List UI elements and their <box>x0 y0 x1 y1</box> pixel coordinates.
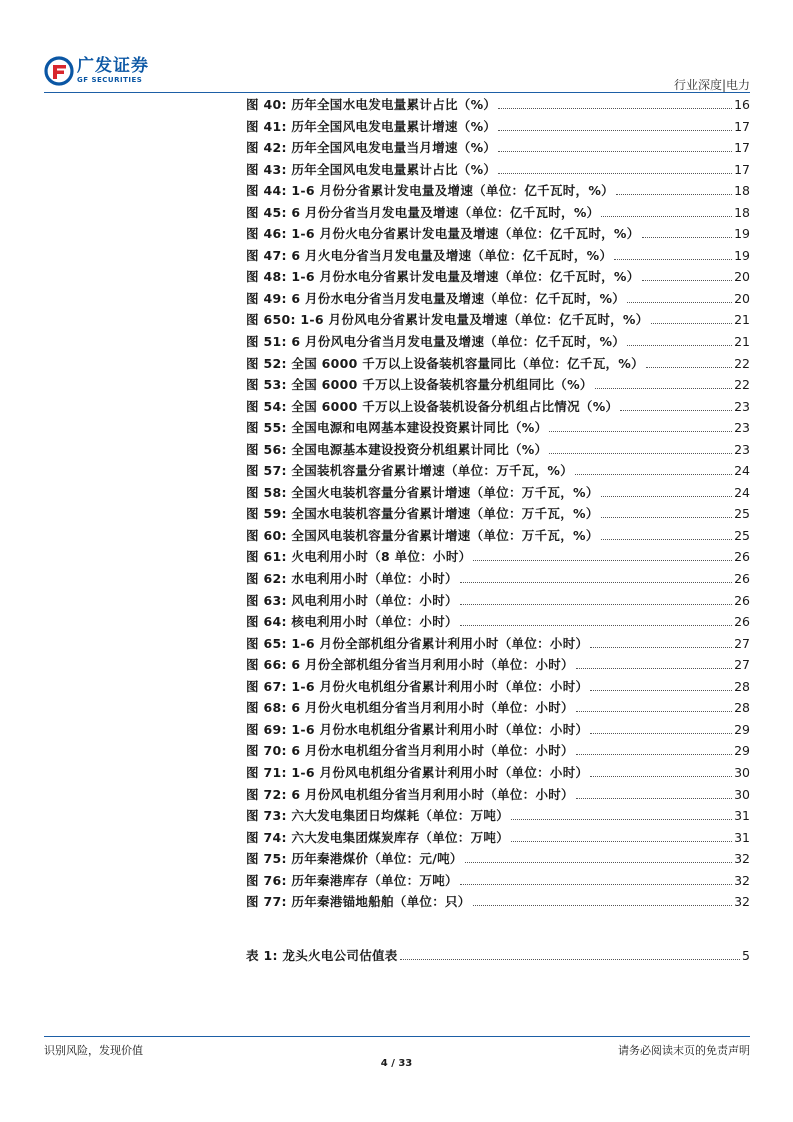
toc-entry-label: 图 74: 六大发电集团煤炭库存（单位：万吨） <box>246 829 509 845</box>
table-toc-list <box>246 945 750 967</box>
toc-entry-label: 图 70: 6 月份水电机组分省当月利用小时（单位：小时） <box>246 743 574 759</box>
page-number: 4 / 33 <box>380 1058 413 1069</box>
toc-entry-label: 图 54: 全国 6000 千万以上设备装机设备分机组占比情况（%） <box>246 398 619 414</box>
toc-entry-label: 图 59: 全国水电装机容量分省累计增速（单位：万千瓦，%） <box>246 506 599 522</box>
toc-entry-page: 5 <box>742 948 750 963</box>
toc-entry-page: 27 <box>734 657 750 673</box>
toc-entry-label: 图 48: 1-6 月份水电分省累计发电量及增速（单位：亿千瓦时，%） <box>246 269 640 285</box>
footer-disclaimer-note: 请务必阅读末页的免责声明 <box>618 1044 750 1057</box>
toc-entry-label: 图 62: 水电利用小时（单位：小时） <box>246 571 458 587</box>
toc-leader-dots <box>601 503 732 518</box>
logo-chinese-text: 广发证券 <box>77 56 149 76</box>
toc-entry[interactable] <box>246 546 750 568</box>
toc-entry-page: 17 <box>734 161 750 177</box>
gf-logo-icon <box>44 56 74 86</box>
toc-entry-label: 图 650: 1-6 月份风电分省累计发电量及增速（单位：亿千瓦时，%） <box>246 312 649 328</box>
toc-entry-page: 23 <box>734 420 750 436</box>
toc-entry-label: 图 77: 历年秦港锚地船舶（单位：只） <box>246 894 471 910</box>
toc-entry-label: 图 75: 历年秦港煤价（单位：元/吨） <box>246 851 463 867</box>
toc-entry-label: 图 61: 火电利用小时（8 单位：小时） <box>246 549 472 565</box>
toc-entry-label: 图 41: 历年全国风电发电量累计增速（%） <box>246 118 497 134</box>
toc-entry-label: 图 53: 全国 6000 千万以上设备装机容量分机组同比（%） <box>246 377 593 393</box>
toc-leader-dots <box>473 546 732 561</box>
toc-entry-label: 图 71: 1-6 月份风电机组分省累计利用小时（单位：小时） <box>246 764 589 780</box>
toc-entry[interactable] <box>246 439 750 461</box>
toc-entry-page: 26 <box>734 592 750 608</box>
toc-leader-dots <box>590 633 732 648</box>
toc-entry-label: 图 44: 1-6 月份分省累计发电量及增速（单位：亿千瓦时，%） <box>246 183 614 199</box>
toc-entry-page: 32 <box>734 851 750 867</box>
toc-entry-page: 17 <box>734 140 750 156</box>
toc-entry-page: 26 <box>734 549 750 565</box>
toc-entry[interactable] <box>246 202 750 224</box>
toc-leader-dots <box>465 848 732 863</box>
toc-entry-label: 图 57: 全国装机容量分省累计增速（单位：万千瓦，%） <box>246 463 574 479</box>
toc-entry-label: 图 60: 全国风电装机容量分省累计增速（单位：万千瓦，%） <box>246 527 599 543</box>
toc-entry-label: 图 65: 1-6 月份全部机组分省累计利用小时（单位：小时） <box>246 635 589 651</box>
toc-entry-page: 32 <box>734 872 750 888</box>
toc-entry[interactable] <box>246 848 750 870</box>
toc-entry-page: 28 <box>734 700 750 716</box>
toc-entry[interactable] <box>246 374 750 396</box>
toc-entry-page: 22 <box>734 377 750 393</box>
toc-entry-page: 26 <box>734 571 750 587</box>
toc-entry[interactable] <box>246 482 750 504</box>
toc-entry-label: 图 55: 全国电源和电网基本建设投资累计同比（%） <box>246 420 548 436</box>
toc-entry[interactable] <box>246 396 750 418</box>
toc-entry[interactable] <box>246 676 750 698</box>
toc-leader-dots <box>614 245 732 260</box>
toc-entry[interactable] <box>246 805 750 827</box>
toc-leader-dots <box>460 870 732 885</box>
toc-entry-page: 18 <box>734 204 750 220</box>
toc-entry-label: 图 42: 历年全国风电发电量当月增速（%） <box>246 140 497 156</box>
toc-entry[interactable] <box>246 116 750 138</box>
toc-entry[interactable] <box>246 633 750 655</box>
toc-entry-page: 29 <box>734 721 750 737</box>
toc-entry-label: 图 56: 全国电源基本建设投资分机组累计同比（%） <box>246 441 548 457</box>
toc-entry-label: 图 67: 1-6 月份火电机组分省累计利用小时（单位：小时） <box>246 678 589 694</box>
toc-entry[interactable] <box>246 568 750 590</box>
figure-toc-list <box>246 94 750 913</box>
toc-entry-page: 23 <box>734 398 750 414</box>
toc-entry-label: 图 66: 6 月份全部机组分省当月利用小时（单位：小时） <box>246 657 574 673</box>
toc-entry-page: 27 <box>734 635 750 651</box>
toc-entry[interactable] <box>246 611 750 633</box>
toc-entry[interactable] <box>246 417 750 439</box>
toc-entry-label: 图 46: 1-6 月份火电分省累计发电量及增速（单位：亿千瓦时，%） <box>246 226 640 242</box>
toc-entry[interactable] <box>246 719 750 741</box>
toc-leader-dots <box>511 827 732 842</box>
toc-entry[interactable] <box>246 503 750 525</box>
toc-entry[interactable] <box>246 891 750 913</box>
toc-entry-page: 24 <box>734 463 750 479</box>
logo-english-text: GF SECURITIES <box>77 76 143 84</box>
toc-entry[interactable] <box>246 740 750 762</box>
toc-entry[interactable] <box>246 945 750 967</box>
toc-entry-page: 17 <box>734 118 750 134</box>
toc-leader-dots <box>646 353 732 368</box>
toc-leader-dots <box>576 740 732 755</box>
toc-leader-dots <box>549 439 732 454</box>
toc-leader-dots <box>498 94 732 109</box>
toc-leader-dots <box>498 116 732 131</box>
toc-entry-page: 30 <box>734 786 750 802</box>
toc-entry-page: 28 <box>734 678 750 694</box>
toc-leader-dots <box>511 805 732 820</box>
toc-entry-page: 16 <box>734 97 750 112</box>
toc-entry[interactable] <box>246 870 750 892</box>
footer-divider <box>44 1036 750 1037</box>
toc-leader-dots <box>590 719 732 734</box>
toc-entry[interactable] <box>246 697 750 719</box>
toc-leader-dots <box>549 417 732 432</box>
toc-entry-page: 31 <box>734 829 750 845</box>
toc-leader-dots <box>601 482 732 497</box>
toc-entry-label: 图 64: 核电利用小时（单位：小时） <box>246 614 458 630</box>
toc-entry-page: 19 <box>734 247 750 263</box>
header-divider <box>44 92 750 93</box>
toc-entry[interactable] <box>246 590 750 612</box>
toc-entry[interactable] <box>246 460 750 482</box>
toc-entry-page: 21 <box>734 334 750 350</box>
toc-entry-page: 20 <box>734 269 750 285</box>
toc-entry[interactable] <box>246 137 750 159</box>
page-header <box>44 52 750 92</box>
toc-leader-dots <box>642 266 733 281</box>
toc-entry[interactable] <box>246 331 750 353</box>
toc-leader-dots <box>460 590 732 605</box>
toc-entry-page: 31 <box>734 808 750 824</box>
toc-leader-dots <box>590 762 732 777</box>
toc-leader-dots <box>590 676 732 691</box>
toc-entry-label: 图 49: 6 月份水电分省当月发电量及增速（单位：亿千瓦时，%） <box>246 290 626 306</box>
toc-leader-dots <box>576 697 732 712</box>
toc-entry-page: 24 <box>734 484 750 500</box>
toc-entry-label: 图 69: 1-6 月份水电机组分省累计利用小时（单位：小时） <box>246 721 589 737</box>
toc-entry[interactable] <box>246 827 750 849</box>
toc-leader-dots <box>460 568 732 583</box>
toc-entry-label: 图 43: 历年全国风电发电量累计占比（%） <box>246 161 497 177</box>
toc-entry-label: 图 40: 历年全国水电发电量累计占比（%） <box>246 97 497 112</box>
toc-leader-dots <box>498 159 732 174</box>
toc-entry-page: 23 <box>734 441 750 457</box>
toc-leader-dots <box>498 137 732 152</box>
toc-leader-dots <box>627 288 732 303</box>
toc-leader-dots <box>620 396 732 411</box>
toc-leader-dots <box>616 180 732 195</box>
toc-entry[interactable] <box>246 525 750 547</box>
toc-entry[interactable] <box>246 159 750 181</box>
toc-entry-label: 图 72: 6 月份风电机组分省当月利用小时（单位：小时） <box>246 786 574 802</box>
toc-entry[interactable] <box>246 309 750 331</box>
toc-leader-dots <box>576 654 732 669</box>
toc-entry-page: 25 <box>734 506 750 522</box>
report-section-label: 行业深度|电力 <box>673 78 750 92</box>
toc-leader-dots <box>595 374 732 389</box>
toc-leader-dots <box>651 309 733 324</box>
toc-leader-dots <box>473 891 732 906</box>
footer-slogan: 识别风险，发现价值 <box>44 1044 143 1057</box>
toc-entry-label: 图 45: 6 月份分省当月发电量及增速（单位：亿千瓦时，%） <box>246 204 600 220</box>
toc-entry-label: 表 1: 龙头火电公司估值表 <box>246 948 398 963</box>
toc-leader-dots <box>576 784 732 799</box>
toc-entry-page: 29 <box>734 743 750 759</box>
toc-entry-page: 19 <box>734 226 750 242</box>
toc-leader-dots <box>460 611 732 626</box>
toc-entry[interactable] <box>246 288 750 310</box>
toc-entry-page: 18 <box>734 183 750 199</box>
toc-entry-label: 图 63: 风电利用小时（单位：小时） <box>246 592 458 608</box>
toc-entry-page: 30 <box>734 764 750 780</box>
toc-entry-page: 25 <box>734 527 750 543</box>
toc-entry-page: 21 <box>734 312 750 328</box>
toc-entry-label: 图 58: 全国火电装机容量分省累计增速（单位：万千瓦，%） <box>246 484 599 500</box>
toc-leader-dots <box>601 525 732 540</box>
toc-leader-dots <box>601 202 732 217</box>
toc-entry[interactable] <box>246 180 750 202</box>
toc-entry-label: 图 68: 6 月份火电机组分省当月利用小时（单位：小时） <box>246 700 574 716</box>
toc-entry[interactable] <box>246 353 750 375</box>
toc-entry[interactable] <box>246 762 750 784</box>
toc-entry-page: 20 <box>734 290 750 306</box>
toc-leader-dots <box>642 223 733 238</box>
toc-entry-label: 图 47: 6 月火电分省当月发电量及增速（单位：亿千瓦时，%） <box>246 247 613 263</box>
toc-entry[interactable] <box>246 94 750 116</box>
toc-leader-dots <box>575 460 732 475</box>
toc-entry-label: 图 76: 历年秦港库存（单位：万吨） <box>246 872 458 888</box>
toc-entry-page: 32 <box>734 894 750 910</box>
toc-entry-label: 图 52: 全国 6000 千万以上设备装机容量同比（单位：亿千瓦，%） <box>246 355 644 371</box>
toc-entry[interactable] <box>246 654 750 676</box>
toc-entry-page: 26 <box>734 614 750 630</box>
company-logo <box>44 56 149 86</box>
toc-entry-label: 图 73: 六大发电集团日均煤耗（单位：万吨） <box>246 808 509 824</box>
toc-leader-dots <box>400 945 740 960</box>
toc-entry[interactable] <box>246 245 750 267</box>
toc-entry[interactable] <box>246 223 750 245</box>
toc-entry[interactable] <box>246 784 750 806</box>
toc-entry-page: 22 <box>734 355 750 371</box>
toc-entry[interactable] <box>246 266 750 288</box>
toc-entry-label: 图 51: 6 月份风电分省当月发电量及增速（单位：亿千瓦时，%） <box>246 334 626 350</box>
toc-leader-dots <box>627 331 732 346</box>
